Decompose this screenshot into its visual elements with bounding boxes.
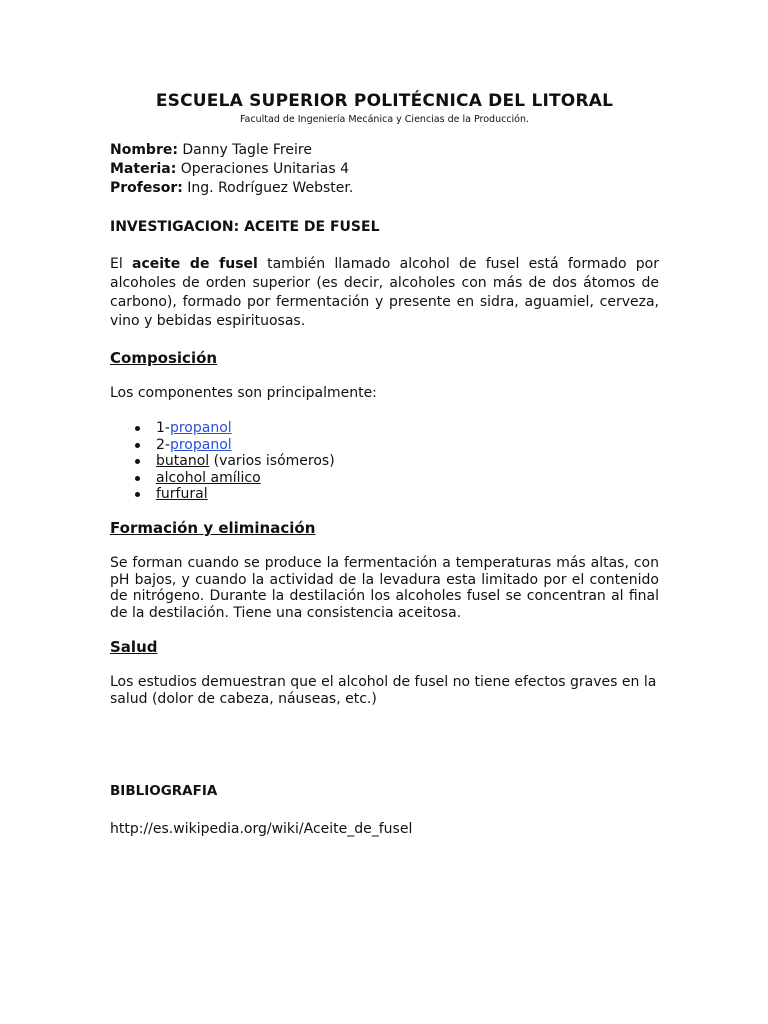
intro-after: también llamado alcohol de fusel está formado por alcoholes de orden superior (es decir, alcoholes con más de dos átomos de carbono), formado por fermentación y presente en sidra, aguamiel, cerveza, vino y bebidas espirituosas. [110,256,660,329]
nombre-label: Nombre: [110,142,178,158]
list-item [156,453,556,470]
list-item-suffix: (varios isómeros) [209,453,335,470]
faculty-subtitle: Facultad de Ingeniería Mecánica y Ciencias de la Producción. [239,114,530,125]
intro-paragraph [110,255,659,331]
bullet-icon [135,492,140,497]
formacion-heading: Formación y eliminación [110,519,316,537]
bullet-icon [135,476,140,481]
student-info [110,141,659,198]
bullet-icon [135,443,140,448]
bibliografia-heading: BIBLIOGRAFIA [110,783,218,799]
materia-label: Materia: [110,161,177,177]
furfural-link[interactable]: furfural [156,486,208,503]
bibliography-url[interactable]: http://es.wikipedia.org/wiki/Aceite_de_fusel [110,821,413,837]
list-item-prefix: 2- [156,436,170,453]
list-item-prefix: 1- [156,420,170,436]
alcohol-amilico-link[interactable]: alcohol amílico [156,469,261,486]
list-item [156,486,556,503]
list-item [156,437,556,454]
propanol-link[interactable]: propanol [169,436,232,453]
composicion-intro: Los componentes son principalmente: [110,385,377,401]
intro-bold-term: aceite de fusel [132,256,258,272]
formacion-paragraph: Se forman cuando se produce la fermentación a temperaturas más altas, con pH bajos, y cuando la actividad de la levadura esta limitado por el contenido de nitrógeno. Durante la destilación los alcoholes fusel se concentran al final de la destilación. Tiene una consistencia aceitosa. [110,555,659,621]
investigation-title: INVESTIGACION: ACEITE DE FUSEL [110,219,380,235]
profesor-label: Profesor: [110,180,183,196]
composicion-heading: Composición [110,349,218,367]
profesor-value: Ing. Rodríguez Webster. [182,180,354,196]
profesor-line [110,179,659,198]
salud-paragraph: Los estudios demuestran que el alcohol de fusel no tiene efectos graves en la salud (dolor de cabeza, náuseas, etc.) [110,674,657,707]
intro-before: El [110,256,133,272]
bullet-icon [135,459,140,464]
materia-value: Operaciones Unitarias 4 [176,161,349,177]
list-item [156,470,556,487]
butanol-link[interactable]: butanol [156,453,210,470]
bullet-icon [135,426,140,431]
materia-line [110,160,659,179]
salud-heading: Salud [110,638,158,656]
components-list [156,420,556,503]
nombre-value: Danny Tagle Freire [177,142,312,158]
list-item [156,420,556,437]
propanol-link[interactable]: propanol [169,420,232,436]
institution-title: ESCUELA SUPERIOR POLITÉCNICA DEL LITORAL [155,91,614,111]
nombre-line [110,141,659,160]
